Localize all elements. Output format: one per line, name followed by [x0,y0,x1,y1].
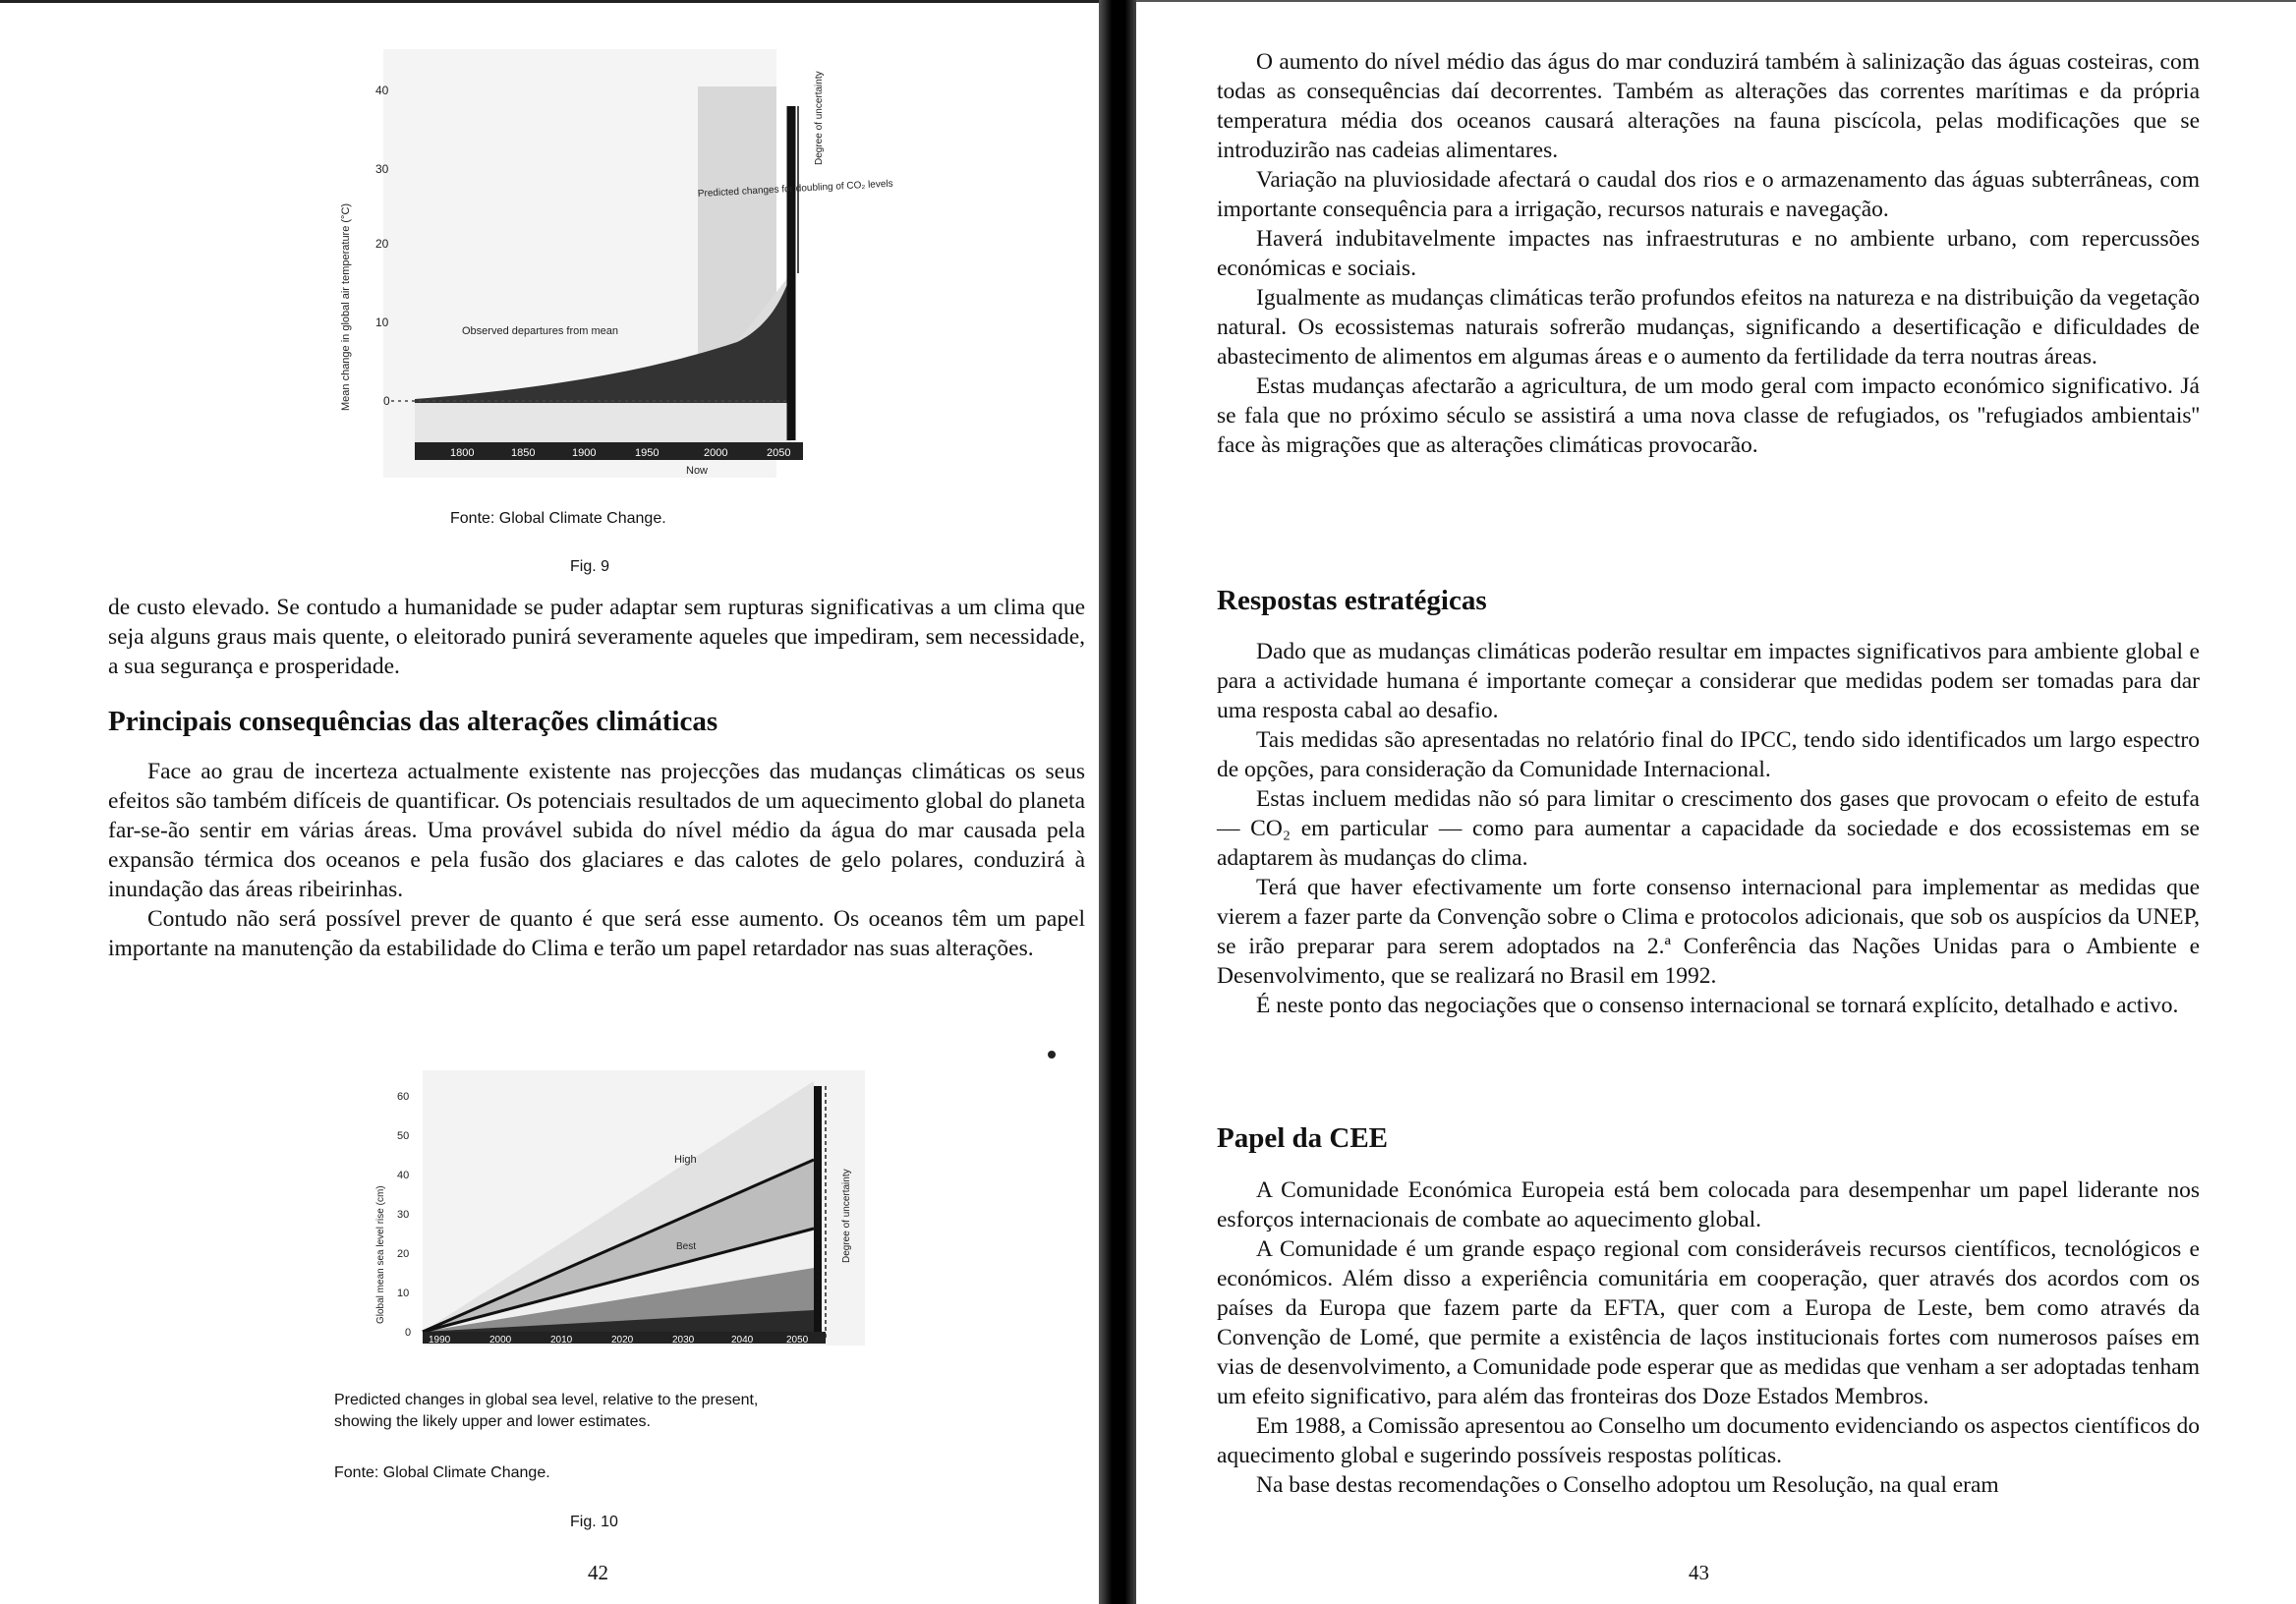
left-page [0,0,1109,1604]
fig10-y-label: Global mean sea level rise (cm) [375,1185,386,1324]
fig10-xtick-5: 2040 [731,1335,754,1346]
fig10-xtick-1: 2000 [489,1335,512,1346]
right-paragraph-2: Variação na pluviosidade afectará o caudal dos rios e o armazenamento das águas subterrâneas, com importante consequência para a irrigação, recursos naturais e navegação. [1217,167,2200,222]
right-paragraph-1: O aumento do nível médio das águs do mar conduzirá também à salinização das águas costeiras, com todas as consequências daí decorrentes. Também as alterações das correntes marítimas e da própria temperatura média dos oceanos causará alterações na fauna piscícola, pelas modificações que se introduzirão nas cadeias alimentares. [1217,49,2200,163]
fig9-source: Fonte: Global Climate Change. [450,510,666,527]
heading-respostas-estrategicas: Respostas estratégicas [1217,585,1487,616]
right-paragraph-9: Terá que haver efectivamente um forte consenso internacional para implementar as medidas que vierem a fazer parte da Convenção sobre o Clima e protocolos adicionais, que sob os auspícios da UNEP, se irão preparar para serem adoptados na 2.ª Conferência das Nações Unidas para o Ambiente e Desenvolvimento, que se realizará no Brasil em 1992. [1217,875,2200,989]
fig10-ytick-3: 30 [397,1209,410,1221]
fig10-caption [334,1390,758,1433]
fig9-xtick-0: 1800 [450,447,475,459]
fig10-xtick-4: 2030 [672,1335,695,1346]
fig10-ytick-4: 20 [397,1248,410,1260]
left-body-text [108,757,1085,963]
left-section-heading: Principais consequências das alterações climáticas [108,706,718,737]
page-number-left: 42 [588,1561,608,1584]
fig10-ytick-2: 40 [397,1170,410,1181]
right-paragraph-13: Em 1988, a Comissão apresentou ao Conselho um documento evidenciando os aspectos científicos do aquecimento global e sugerindo possíveis respostas políticas. [1217,1413,2200,1468]
fig10-caption-line-1: Predicted changes in global sea level, relative to the present, [334,1392,759,1408]
right-paragraph-6: Dado que as mudanças climáticas poderão resultar em impactes significativos para ambiente global e para a actividade humana é importante começar a considerar que medidas podem ser tomadas para dar uma resposta cabal ao desafio. [1217,639,2200,723]
left-body-paragraph-2: Contudo não será possível prever de quanto é que será esse aumento. Os oceanos têm um papel importante na manutenção da estabilidade do Clima e terão um papel retardador nas suas alterações. [108,906,1085,961]
right-paragraph-8: Estas incluem medidas não só para limitar o crescimento dos gases que provocam o efeito de estufa — CO₂ em particular — como para aumentar a capacidade da sociedade e dos ecossistemas em se adaptarem às mudanças do clima. [1217,786,2200,871]
fig9-xtick-5: 2050 [767,447,791,459]
left-intro-text [108,593,1085,681]
right-paragraph-12: A Comunidade é um grande espaço regional com consideráveis recursos científicos, tecnológicos e económicos. Além disso a experiência comunitária em cooperação, quer através dos acordos com os países da Europa que fazem parte da EFTA, quer com a Europa de Leste, bem como através da Convenção de Lomé, que permite a existência de laços institucionais fortes com numerosos países em vias de desenvolvimento, a Comunidade pode esperar que as medidas que venham a ser adoptadas tenham um efeito significativo, para além das fronteiras dos Doze Estados Membros. [1217,1236,2200,1409]
right-paragraph-5: Estas mudanças afectarão a agricultura, de um modo geral com impacto económico significativo. Já se fala que no próximo século se assistirá a uma nova classe de refugiados, os ''refugiados ambientais'' face às migrações que as alterações climáticas provocarão. [1217,373,2200,458]
right-text-block-2 [1217,637,2200,1020]
fig10-chart [364,1066,875,1351]
fig10-xtick-6: 2050 [786,1335,809,1346]
fig9-observed-label: Observed departures from mean [462,325,618,337]
right-paragraph-14: Na base destas recomendações o Conselho adoptou um Resolução, na qual eram [1256,1472,1999,1498]
fig10-xtick-2: 2010 [550,1335,573,1346]
fig10-number: Fig. 10 [570,1514,618,1530]
fig9-ytick-1: 30 [375,162,389,176]
fig9-y-label: Mean change in global air temperature (°C) [340,202,352,411]
right-paragraph-7: Tais medidas são apresentadas no relatório final do IPCC, tendo sido identificados um largo espectro de opções, para consideração da Comunidade Internacional. [1217,727,2200,782]
fig9-predicted-label: Predicted changes for doubling of CO₂ levels [697,178,893,200]
page-number-right: 43 [1689,1561,1709,1584]
fig9-chart [324,47,893,480]
right-page [1109,0,2296,1604]
fig9-xtick-3: 1950 [635,447,660,459]
fig9-xtick-1: 1850 [511,447,536,459]
fig10-caption-line-2: showing the likely upper and lower estimates. [334,1413,651,1430]
fig9-now-label: Now [686,465,709,477]
fig9-ytick-4: 0 [383,394,390,408]
fig9-ytick-3: 10 [375,315,389,329]
fig10-xtick-3: 2020 [611,1335,634,1346]
fig10-uncertainty-label: Degree of uncertainty [841,1169,852,1263]
fig9-xtick-4: 2000 [704,447,728,459]
fig10-xtick-0: 1990 [429,1335,451,1346]
fig10-ytick-1: 50 [397,1130,410,1142]
fig10-high-label: High [674,1154,697,1166]
left-body-paragraph-1: Face ao grau de incerteza actualmente existente nas projecções das mudanças climáticas os seus efeitos são também difíceis de quantificar. Os potenciais resultados de um aquecimento global do planeta far-se-ão sentir em várias áreas. Uma provável subida do nível médio da água do mar causada pela expansão térmica dos oceanos e pela fusão dos glaciares e das calotes de gelo polares, conduzirá à inundação das áreas ribeirinhas. [108,759,1085,902]
fig10-ytick-6: 0 [405,1327,412,1339]
right-paragraph-4: Igualmente as mudanças climáticas terão profundos efeitos na natureza e na distribuição da vegetação natural. Os ecossistemas naturais sofrerão mudanças, significando a desertificação e dificuldades de abastecimento de alimentos em algumas áreas e o aumento da fertilidade da terra noutras áreas. [1217,285,2200,370]
heading-papel-da-cee: Papel da CEE [1217,1122,1389,1154]
left-intro-paragraph: de custo elevado. Se contudo a humanidade se puder adaptar sem rupturas significativas a um clima que seja alguns graus mais quente, o eleitorado punirá severamente aqueles que impediram, sem necessidade, a sua segurança e prosperidade. [108,595,1085,679]
fig9-uncertainty-label: Degree of uncertainty [814,71,825,165]
right-paragraph-3: Haverá indubitavelmente impactes nas infraestruturas e no ambiente urbano, com repercussões económicas e sociais. [1217,226,2200,281]
fig9-ytick-2: 20 [375,237,389,251]
fig10-ytick-0: 60 [397,1091,410,1103]
fig10-source: Fonte: Global Climate Change. [334,1464,550,1481]
fig9-xtick-2: 1900 [572,447,597,459]
fig9-zero-band [415,403,791,442]
fig9-number: Fig. 9 [570,558,610,575]
right-paragraph-10: É neste ponto das negociações que o consenso internacional se tornará explícito, detalhado e activo. [1256,993,2179,1018]
right-paragraph-11: A Comunidade Económica Europeia está bem colocada para desempenhar um papel liderante nos esforços internacionais de combate ao aquecimento global. [1217,1177,2200,1232]
fig10-best-label: Best [676,1241,697,1252]
right-text-block-1 [1217,47,2200,460]
fig9-ytick-0: 40 [375,84,389,97]
bullet-mark [1048,1051,1056,1059]
right-text-block-3 [1217,1175,2200,1500]
fig10-ytick-5: 10 [397,1288,410,1299]
